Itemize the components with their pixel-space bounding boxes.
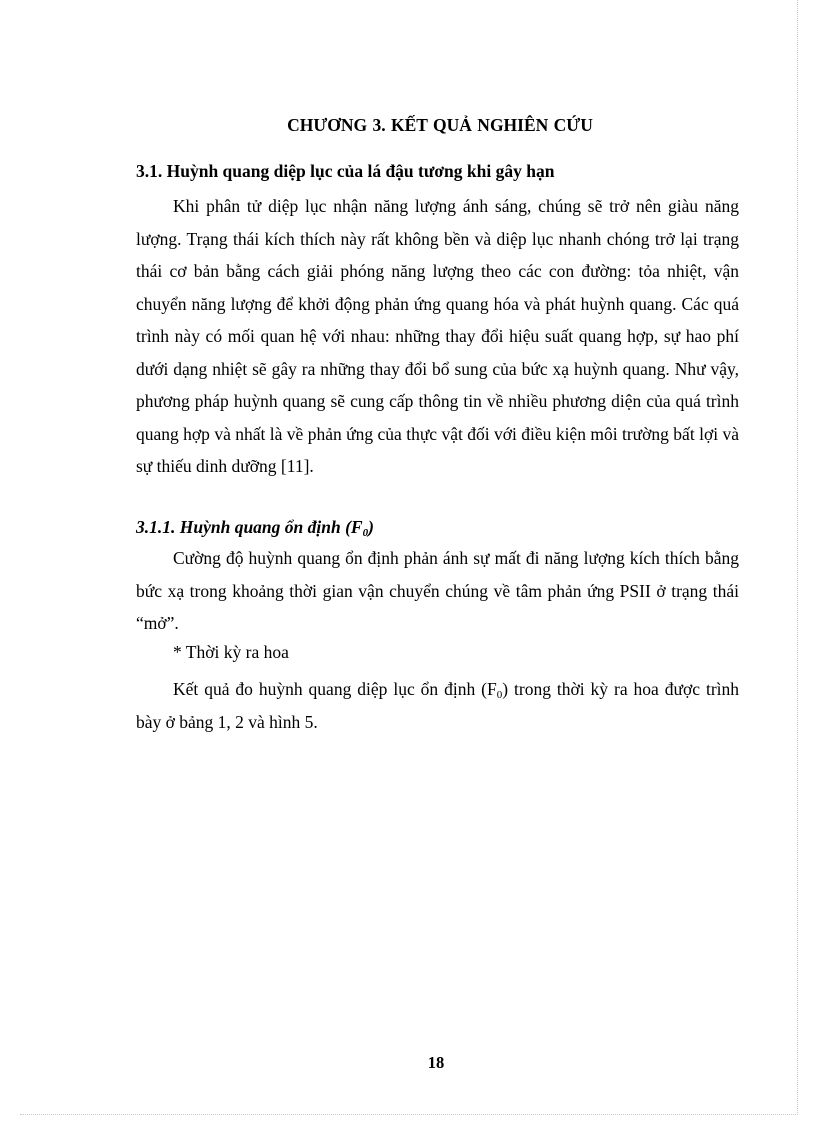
body-paragraph-3 [136, 673, 739, 738]
body-paragraph-2: Cường độ huỳnh quang ổn định phản ánh sự mất đi năng lượng kích thích bằng bức xạ trong khoảng thời gian vận chuyển chúng về tâm phản ứng PSII ở trạng thái “mở”. [136, 548, 739, 633]
subsection-heading-subscript: 0 [362, 527, 369, 539]
note-flowering-period: * Thời kỳ ra hoa [173, 642, 289, 662]
body-paragraph-1: Khi phân tử diệp lục nhận năng lượng ánh sáng, chúng sẽ trở nên giàu năng lượng. Trạng thái kích thích này rất không bền và diệp lục nhanh chóng trở lại trạng thái cơ bản bằng cách giải phóng năng lượng theo các con đường: tỏa nhiệt, vận chuyển năng lượng để khởi động phản ứng quang hóa và phát huỳnh quang. Các quá trình này có mối quan hệ với nhau: những thay đổi hiệu suất quang hợp, sự hao phí dưới dạng nhiệt sẽ gây ra những thay đổi bổ sung của bức xạ huỳnh quang. Như vậy, phương pháp huỳnh quang sẽ cung cấp thông tin về nhiều phương diện của quá trình quang hợp và nhất là về phản ứng của thực vật đối với điều kiện môi trường bất lợi và sự thiếu dinh dưỡng [11]. [136, 196, 739, 476]
page-margin-guide-bottom [20, 1114, 798, 1115]
section-heading: 3.1. Huỳnh quang diệp lục của lá đậu tương khi gây hạn [136, 161, 555, 181]
subsection-heading-text: 3.1.1. Huỳnh quang ổn định (F [136, 517, 363, 537]
subsection-heading [136, 517, 374, 538]
subsection-heading-close: ) [368, 517, 374, 537]
paragraph-3-before: Kết quả đo huỳnh quang diệp lục ổn định (F [173, 679, 497, 699]
page-margin-guide-right [797, 0, 798, 1115]
page-number: 18 [427, 1053, 445, 1072]
paragraph-3-subscript: 0 [496, 689, 503, 701]
chapter-title: CHƯƠNG 3. KẾT QUẢ NGHIÊN CỨU [287, 115, 593, 135]
paragraph-3-after: ) trong thời kỳ ra hoa được trình bày ở bảng 1, 2 và hình 5. [136, 679, 740, 732]
